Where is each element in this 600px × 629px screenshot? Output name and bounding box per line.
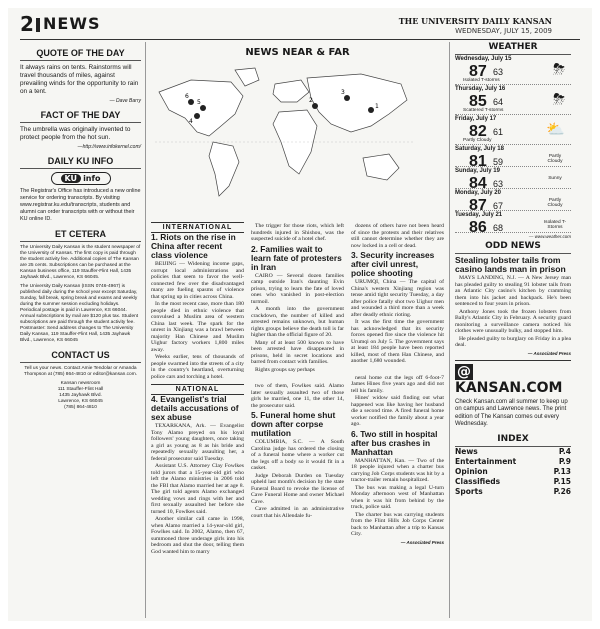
weather-condition: Partly Cloudy [547, 154, 563, 164]
svg-text:5: 5 [197, 99, 201, 106]
ku-info-logo [51, 172, 111, 185]
quote-credit: — Dave Barry [109, 98, 141, 104]
story-4-continued [251, 383, 344, 409]
weather-condition: Isolated T-Storms [543, 220, 567, 230]
story-2-p3: Many of at least 500 known to have been arrested have disappeared in prisons, held in secret locations and barred from contact with families. [251, 339, 344, 365]
fact-credit: —http://www.infokernel.com/ [77, 144, 141, 150]
weather-low: 67 [493, 201, 504, 211]
story-6-body [351, 458, 444, 538]
weather-day-label: Saturday, July 18 [455, 146, 504, 152]
index-label: Sports [455, 486, 483, 496]
odd-news-p3: He pleaded guilty to burglary on Friday in a plea deal. [455, 335, 571, 348]
index-label: Opinion [455, 466, 488, 476]
index-item [455, 447, 571, 457]
weather-low: 59 [493, 157, 504, 167]
index-page: P.15 [553, 476, 571, 486]
story-6-p1: MANHATTAN, Kan. — Two of the 18 people injured when a charter bus carrying Job Corps students was hit by a tractor-trailer remain hospitalized. [351, 457, 444, 483]
story-1-headline: 1. Riots on the rise in China after recent class violence [151, 232, 236, 260]
map-greenland [235, 68, 259, 86]
kansan-promo [455, 360, 571, 429]
right-column [449, 42, 571, 618]
weather-high: 86 [469, 219, 487, 236]
map-australia [363, 154, 399, 180]
article-column-3 [351, 222, 444, 545]
odd-news-body [455, 275, 571, 349]
article-column-1 [151, 222, 244, 555]
story-5-continued [351, 375, 444, 428]
quote-text: It always rains on tents. Rainstorms will travel thousands of miles, against prevailing winds for the opportunity to rain on a tent. [20, 64, 139, 95]
article-column-2 [251, 222, 344, 519]
weather-day [455, 145, 571, 170]
etcetera-text-2: The University Daily Kansan (ISSN 0746-4967) is published daily during the school year except Saturday, Sunday, fall break, spring break and exams and weekly during the summer session excluding holidays. Periodical postage is paid in Lawrence, KS 66044. Annual subscriptions by mail are $120 plus tax. Student subscriptions are paid through the student activity fee. Postmaster: Send address changes to The University Daily Kansan, 119 Stauffer-Flint Hall, 1435 Jayhawk Blvd., Lawrence, KS 66045 [20, 284, 139, 343]
odd-news-title: ODD NEWS [455, 241, 571, 254]
story-1-p1: BEIJING — Widening income gaps, corrupt local administrations and policies that seem to favor the well-connected few over the disadvantaged many are fueling spasms of violence that spring up in cities across China. [151, 261, 244, 300]
masthead [20, 12, 580, 40]
news-near-far-title: NEWS NEAR & FAR [245, 47, 350, 58]
story-3-p2: It was the first time the government has acknowledged that its security forces opened fire since the violence hit Urumqi on July 5. The government says at least 184 people have been reported killed, most of them Han Chinese, and another 1,680 wounded. [351, 319, 444, 364]
weather-day [455, 167, 571, 192]
weather-condition: Partly Cloudy [547, 198, 563, 208]
odd-news-headline: Stealing lobster tails from casino lands man in prison [455, 255, 566, 274]
ku-logo-mark: KU [61, 174, 82, 183]
odd-news-p2: Anthony Jones took the frozen lobsters from Bally's Atlantic City in February. A security guard monitoring a surveillance camera noticed his clothes were unusually bulky, and stopped him. [455, 308, 571, 334]
story-2-continued-text: dozens of others have not been heard of since the protests and their relatives still cannot determine whether they are now locked in a cell or dead. [351, 223, 444, 249]
story-3-p1: URUMQI, China — The capital of China's western Xinjiang region was tense amid tight security Tuesday, a day after police fatally shot two Uighur men and wounded a third more than a week after deadly ethnic rioting. [351, 279, 444, 318]
story-6-p2: The bus was making a legal U-turn Monday afternoon west of Manhattan when it was hit from behind by the truck, police said. [351, 484, 444, 510]
contact-title: CONTACT US [20, 348, 141, 363]
weather-high: 82 [469, 123, 487, 140]
weather-condition: Scattered T-storms [463, 108, 504, 113]
svg-text:6: 6 [185, 93, 189, 100]
story-3-body [351, 279, 444, 365]
svg-text:4: 4 [189, 118, 193, 125]
svg-text:2: 2 [309, 97, 313, 104]
story-4-headline: 4. Evangelist's trial details accusations of sex abuse [151, 394, 239, 422]
middle-column [151, 42, 444, 618]
section-divider [36, 18, 40, 32]
index-page: P.26 [553, 486, 571, 496]
index-label: Classifieds [455, 476, 501, 486]
index-item [455, 487, 571, 497]
weather-low: 64 [493, 97, 504, 107]
story-4-p2: Assistant U.S. Attorney Clay Fowlkes told jurors that a 15-year-old girl who left the Alamo ministries in 2006 told the FBI that Alamo married her at age 8. The girl told agents Alamo exchanged wedding vows and rings with her and first sexually assaulted her before she turned 10, Fowlkes said. [151, 463, 244, 515]
weather-high: 84 [469, 175, 487, 192]
weather-condition: Sunny [548, 176, 562, 181]
story-2-headline: 2. Families wait to learn fate of protesters in Iran [251, 243, 342, 272]
weather-day [455, 85, 571, 115]
index-list [455, 447, 571, 497]
story-2-p2: A month into the government crackdown, the number of killed and arrested remains unknown, but human rights groups believe the death toll is far higher than the official figure of 20. [251, 306, 344, 338]
svg-text:3: 3 [341, 89, 345, 96]
weather-day-label: Friday, July 17 [455, 116, 497, 122]
left-column [20, 42, 146, 618]
kansan-com-logo [455, 364, 571, 396]
odd-news-p1: MAYS LANDING, N.J. — A New Jersey man has pleaded guilty to stealing 91 lobster tails from an Atlantic City casino's kitchen by cramming them into his jacket and backpack. He's been sentenced to four years in prison. [455, 275, 571, 307]
weather-day [455, 115, 571, 145]
fact-text: The umbrella was originally invented to protect people from the hot sun. [20, 126, 131, 141]
index-item [455, 457, 571, 467]
index-label: News [455, 446, 478, 456]
weather-title: WEATHER [455, 42, 571, 55]
page-number: 2 [20, 12, 34, 36]
index-page: P.13 [553, 466, 571, 476]
kuinfo-title: DAILY KU INFO [20, 154, 141, 169]
story-2-continued [351, 223, 444, 249]
index-item [455, 477, 571, 487]
weather-low: 63 [493, 179, 504, 189]
contact-text: Tell us your news. Contact Amie Tendolar or Amanda Thompson at (785) 864-4810 or editor@kansan.com. [23, 366, 138, 377]
weather-high: 81 [469, 153, 487, 170]
national-label: NATIONAL [151, 384, 244, 395]
ap-credit: — Associated Press [400, 539, 444, 545]
story-6-p3: The charter bus was carrying students from the Flint Hills Job Corps Center back to Manhattan after a trip to Kansas City. [351, 511, 444, 537]
index-title: INDEX [455, 434, 571, 447]
story-1-continued [251, 223, 344, 243]
map-europe [273, 80, 309, 102]
index-label: Entertainment [455, 456, 517, 466]
info-logo-mark: info [83, 174, 101, 183]
weather-forecast [455, 55, 571, 236]
weather-icon: ⛈ [552, 91, 565, 108]
story-1-p4: The trigger for those riots, which left hundreds injured in Shishou, was the suspected suicide of a hotel chef. [251, 223, 344, 242]
story-5-p2: Judge Deborah Durden on Tuesday upheld last month's decision by the state Funeral Board to revoke the license of Cave Funeral Home and owner Michael Cave. [251, 472, 344, 505]
kansan-promo-text: Check Kansan.com all summer to keep up on campus and Lawrence news. The print edition of The Kansan comes out every Wednesday. [455, 398, 568, 427]
index-item [455, 467, 571, 477]
weather-low: 63 [493, 67, 504, 77]
weather-day [455, 189, 571, 214]
story-1-body [151, 261, 244, 380]
story-6-headline: 6. Two still in hospital after bus crashes in Manhattan [351, 428, 438, 457]
fact-title: FACT OF THE DAY [20, 108, 141, 123]
section-name: NEWS [43, 14, 101, 33]
story-5-p3: Cave admitted in an administrative court that his Allendale fu- [251, 506, 344, 519]
newspaper-page [8, 8, 592, 621]
kansan-com-logo-text: KANSAN.COM [455, 379, 563, 396]
story-5-p1: COLUMBIA, S.C. — A South Carolina judge has ordered the closing of a funeral home where a worker cut the legs off a body so it would fit in a casket. [251, 439, 344, 471]
story-5-p5: Hines' widow said finding out what happened was like having her husband die a second time. A fired funeral home worker notified the family about a year ago. [351, 395, 444, 427]
weather-icon: ⛅ [546, 121, 565, 138]
story-4-p3: Another similar call came in 1998, when Alamo married a 14-year-old girl, Fowlkes said. In 2002, Alamo, then 67, summoned three underage girls into his bedroom and shut the door, telling them God wanted him to marry [151, 516, 244, 555]
weather-low: 61 [493, 127, 504, 137]
weather-day [455, 211, 571, 236]
weather-credit: — www.weather.com [528, 234, 571, 239]
weather-high: 85 [469, 93, 487, 110]
paper-name: THE UNIVERSITY DAILY KANSAN [398, 16, 552, 26]
story-2-p1: CAIRO — Several dozen families camp outside Iran's daunting Evin prison, trying to learn the fate of loved ones who vanished in post-election turmoil. [251, 272, 344, 305]
svg-text:1: 1 [375, 103, 379, 110]
weather-icon: ⛈ [552, 61, 565, 78]
story-1-p3: Weeks earlier, tens of thousands of people swarmed into the streets of a city in the country's heartland, overturning police cars and torching a hotel. [151, 354, 244, 380]
map-south-america [209, 142, 239, 196]
story-4-p4: two of them, Fowlkes said. Alamo later sexually assaulted two of those girls he married, one 11, the other 14, the prosecutor said. [251, 383, 344, 409]
map-asia [307, 74, 407, 132]
weather-low: 68 [493, 223, 504, 233]
kuinfo-text: The Registrar's Office has introduced a new online service for ordering transcripts. By visiting www.registrar.ku.edu/transcripts, students and alumni can order transcripts with or without their KU online ID. [20, 188, 141, 222]
weather-condition: Isolated T-storms [463, 78, 500, 83]
weather-day-label: Thursday, July 16 [455, 86, 506, 92]
etcetera-title: ET CETERA [20, 227, 141, 242]
story-4-p1: TEXARKANA, Ark. — Evangelist Tony Alamo preyed on his loyal followers' young daughters, once taking a girl as young as 8 as his bride and repeatedly sexually assaulting her, a federal prosecutor said Tuesday. [151, 423, 244, 462]
story-5-p4: neral home cut the legs off 6-foot-7 James Hines five years ago and did not tell his family. [351, 374, 444, 394]
weather-day [455, 55, 571, 85]
story-3-headline: 3. Security increases after civil unrest, police shooting [351, 250, 435, 278]
world-map [151, 62, 419, 202]
weather-day-label: Wednesday, July 15 [455, 56, 512, 62]
contact-address: Kansan newsroom 111 Stauffer-Flint Hall 1435 Jayhawk Blvd. Lawrence, KS 66045 (785) 864-4810 [57, 381, 104, 410]
international-label: INTERNATIONAL [151, 222, 244, 233]
odd-news-credit: — Associated Press [527, 350, 571, 356]
story-5-body [251, 439, 344, 519]
weather-day-label: Monday, July 20 [455, 190, 501, 196]
story-5-headline: 5. Funeral home shut down after corpse mutilation [251, 410, 336, 438]
story-2-p4: Rights groups say perhaps [255, 366, 315, 373]
index-page: P.4 [558, 446, 571, 456]
story-1-p2: In the most recent case, more than 180 people died in ethnic violence that convulsed a Muslim area of western China last week. The spark for the unrest in Xinjiang was a brawl between majority Han Chinese and Muslim Uighur factory workers 1,800 miles away. [151, 301, 244, 353]
weather-high: 87 [469, 63, 487, 80]
weather-high: 87 [469, 197, 487, 214]
etcetera-text-1: The University Daily Kansan is the student newspaper of the University of Kansas. The first copy is paid through the student activity fee. Additional copies of The Kansan are 25 cents. Subscriptions can be purchased at the Kansan business office, 119 Stauffer-Flint Hall, 1435 Jayhawk Blvd., Lawrence, KS 66045. [20, 245, 141, 280]
weather-condition: Partly Cloudy [463, 138, 492, 143]
quote-title: QUOTE OF THE DAY [20, 46, 141, 61]
index-page: P.9 [558, 456, 571, 466]
weather-day-label: Sunday, July 19 [455, 168, 500, 174]
at-sign-icon: @ [457, 363, 471, 380]
story-4-body [151, 423, 244, 555]
weather-day-label: Tuesday, July 21 [455, 212, 503, 218]
story-2-body [251, 273, 344, 374]
issue-date: WEDNESDAY, JULY 15, 2009 [455, 27, 552, 35]
